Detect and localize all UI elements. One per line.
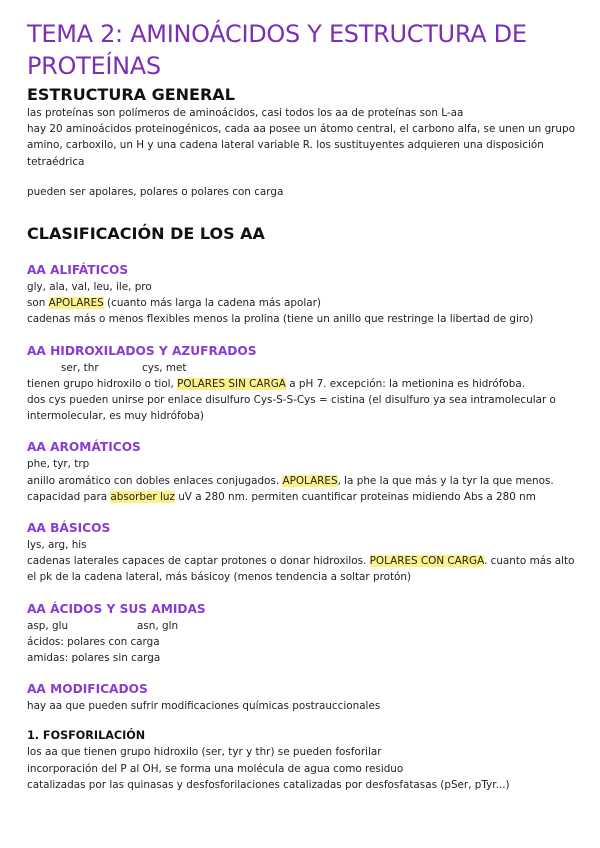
highlight-absorber-luz: absorber luz bbox=[110, 490, 175, 503]
general-line-1: las proteínas son polímeros de aminoácidos, casi todos los aa de proteínas son L-aa bbox=[27, 107, 464, 119]
basicos-list: lys, arg, his bbox=[27, 539, 87, 552]
acidos-list bbox=[27, 618, 583, 634]
text-run: tienen grupo hidroxilo o tiol, bbox=[27, 377, 178, 390]
text-run: uV a 280 nm. permiten cuantificar proteinas midiendo Abs a 280 nm bbox=[174, 490, 536, 503]
highlight-apolares: APOLARES bbox=[282, 474, 338, 487]
fosforilacion-line-2: incorporación del P al OH, se forma una molécula de agua como residuo bbox=[27, 762, 404, 775]
heading-clasificacion: CLASIFICACIÓN DE LOS AA bbox=[27, 224, 265, 244]
alifaticos-line-3: cadenas más o menos flexibles menos la prolina (tiene un anillo que restringe la libertad de giro) bbox=[27, 313, 534, 326]
text-run: cadenas laterales capaces de captar protones o donar hidroxilos. bbox=[27, 555, 370, 568]
list-b: cys, met bbox=[142, 361, 187, 374]
page-title: TEMA 2: AMINOÁCIDOS Y ESTRUCTURA DE PROTEÍNAS bbox=[27, 20, 527, 80]
fosforilacion-line-3: catalizadas por las quinasas y desfosforilaciones catalizadas por desfosfatasas (pSer, pTyr...) bbox=[27, 778, 510, 791]
heading-estructura-general: ESTRUCTURA GENERAL bbox=[27, 85, 235, 104]
text-run: (cuanto más larga la cadena más apolar) bbox=[103, 297, 321, 310]
modificados-line-1: hay aa que pueden sufrir modificaciones químicas postrauccionales bbox=[27, 700, 381, 713]
basicos-line-2 bbox=[27, 553, 583, 585]
text-run: a pH 7. excepción: la metionina es hidrófoba. bbox=[285, 377, 525, 390]
document-page bbox=[27, 18, 583, 793]
section-hidroxilados: AA HIDROXILADOS Y AZUFRADOS bbox=[27, 343, 257, 358]
hidroxilados-list bbox=[27, 360, 583, 376]
text-run: son bbox=[27, 297, 49, 310]
hidroxilados-line-3: dos cys pueden unirse por enlace disulfuro Cys-S-S-Cys = cistina (el disulfuro ya sea intramolecular o intermolecular, es muy hidrófoba) bbox=[27, 394, 560, 423]
aromaticos-list: phe, tyr, trp bbox=[27, 458, 90, 471]
general-line-2: hay 20 aminoácidos proteinogénicos, cada aa posee un átomo central, el carbono alfa, se unen un grupo amino, carboxilo, un H y una cadena lateral variable R. los sustituyentes adquieren una disposición tetraédrica bbox=[27, 123, 579, 168]
highlight-polares-sin-carga: POLARES SIN CARGA bbox=[177, 377, 286, 390]
text-run: anillo aromático con dobles enlaces conjugados. bbox=[27, 474, 283, 487]
list-b: asn, gln bbox=[137, 619, 179, 632]
text-run: . cuanto más alto el pk de la cadena lateral, más básicoy (menos tendencia a soltar protón) bbox=[27, 555, 578, 584]
list-a: asp, glu bbox=[27, 619, 69, 632]
section-acidos: AA ÁCIDOS Y SUS AMIDAS bbox=[27, 601, 206, 616]
acidos-line-2: ácidos: polares con carga bbox=[27, 635, 160, 648]
section-aromaticos: AA AROMÁTICOS bbox=[27, 440, 141, 455]
section-modificados: AA MODIFICADOS bbox=[27, 682, 148, 697]
highlight-polares-con-carga: POLARES CON CARGA bbox=[369, 555, 484, 568]
acidos-line-3: amidas: polares sin carga bbox=[27, 652, 161, 665]
fosforilacion-line-1: los aa que tienen grupo hidroxilo (ser, tyr y thr) se pueden fosforilar bbox=[27, 746, 382, 759]
alifaticos-line-2 bbox=[27, 295, 583, 311]
text-run: , la phe la que más y la tyr la que menos. bbox=[337, 474, 554, 487]
heading-fosforilacion: 1. FOSFORILACIÓN bbox=[27, 729, 146, 743]
text-run: capacidad para bbox=[27, 490, 111, 503]
alifaticos-list: gly, ala, val, leu, ile, pro bbox=[27, 281, 152, 294]
aromaticos-line-3 bbox=[27, 489, 583, 505]
section-alifaticos: AA ALIFÁTICOS bbox=[27, 263, 129, 278]
hidroxilados-line-2 bbox=[27, 376, 583, 392]
aromaticos-line-2 bbox=[27, 473, 583, 489]
highlight-apolares: APOLARES bbox=[48, 297, 104, 310]
section-basicos: AA BÁSICOS bbox=[27, 521, 111, 536]
general-line-3: pueden ser apolares, polares o polares con carga bbox=[27, 185, 284, 198]
list-a: ser, thr bbox=[61, 361, 99, 374]
